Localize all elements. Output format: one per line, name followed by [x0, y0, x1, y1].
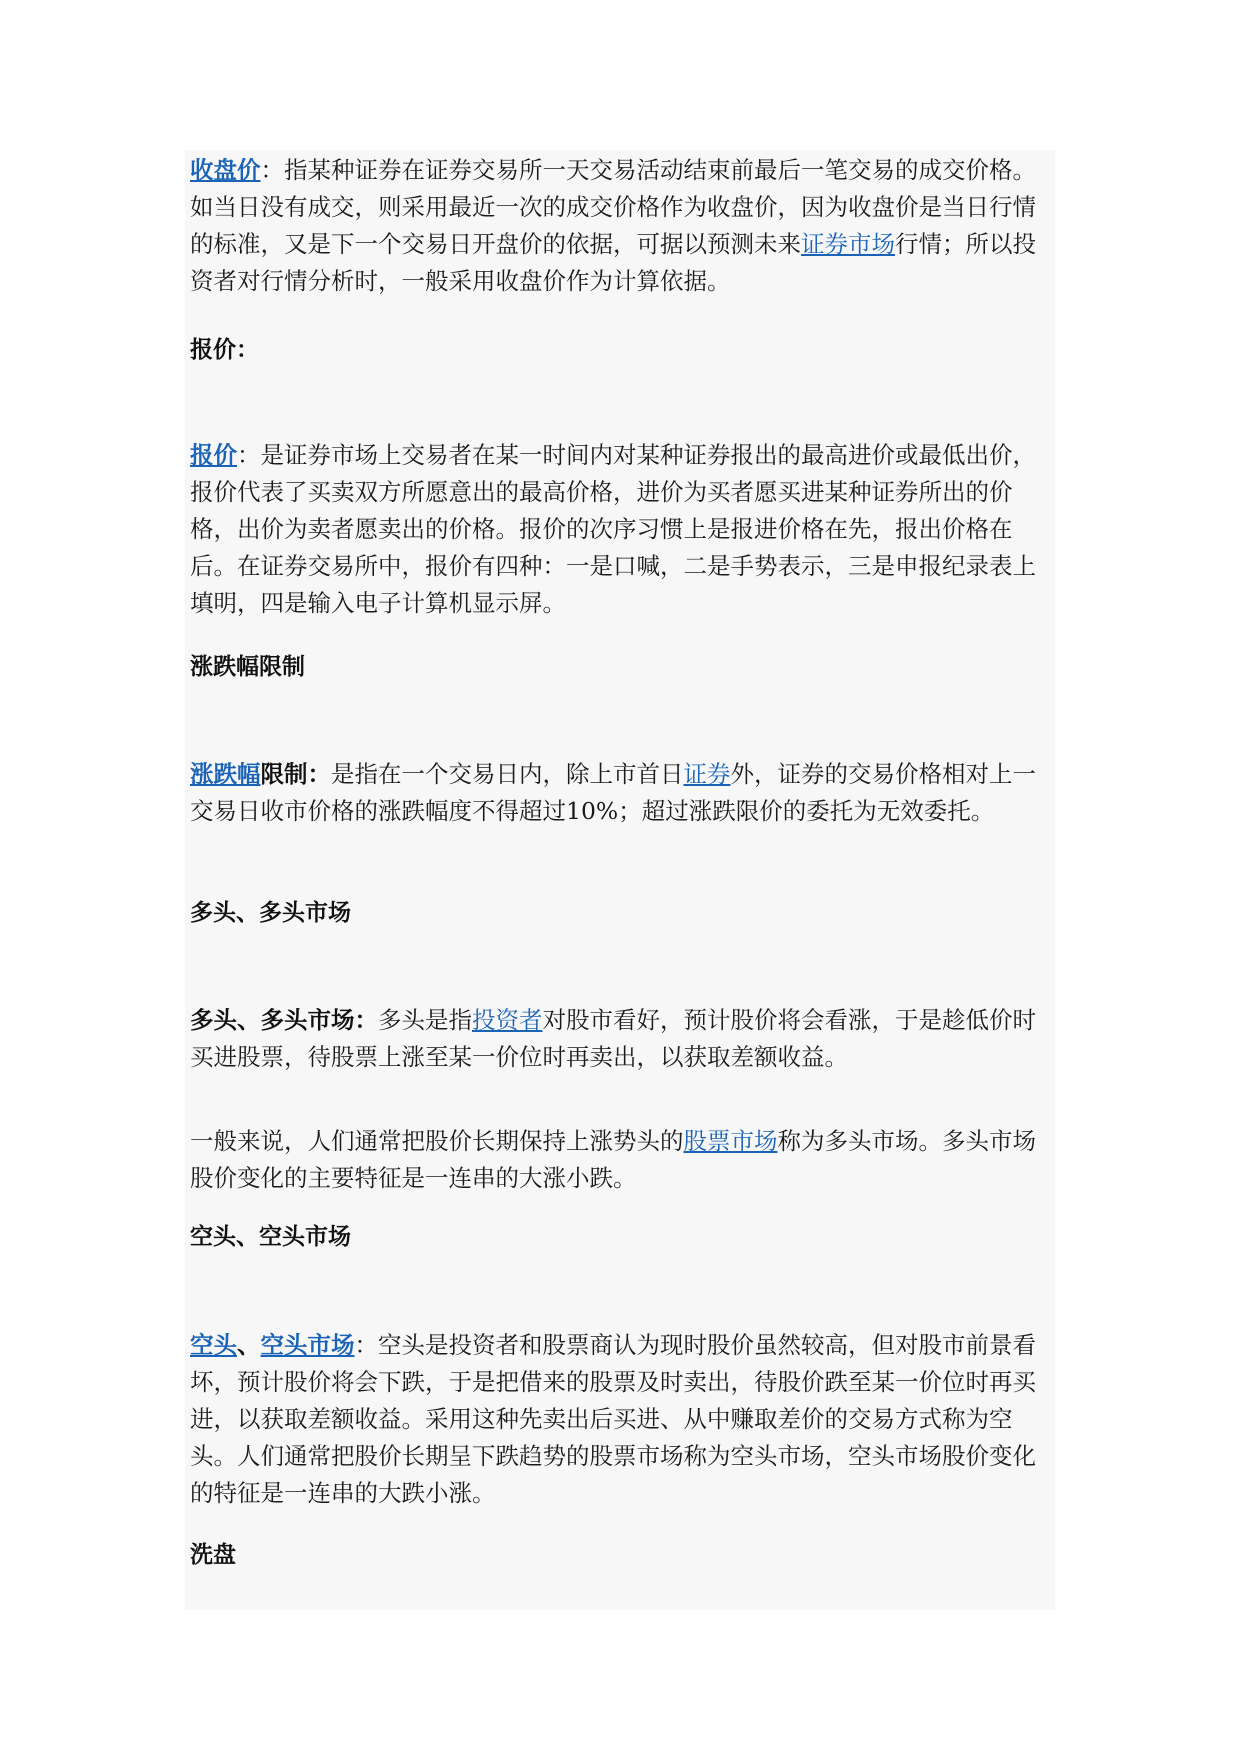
heading-wash-trade: 洗盘	[190, 1542, 236, 1568]
paragraph-bull-market: 一般来说，人们通常把股价长期保持上涨势头的股票市场称为多头市场。多头市场股价变化的主要特征是一连串的大涨小跌。	[190, 1127, 1036, 1192]
heading-quote: 报价：	[190, 337, 259, 363]
heading-price-limit: 涨跌幅限制	[190, 654, 305, 680]
link-securities[interactable]: 证券	[683, 760, 731, 788]
link-bear-market[interactable]: 空头市场	[260, 1331, 355, 1359]
link-price-limit[interactable]: 涨跌幅	[190, 760, 261, 788]
link-closing-price[interactable]: 收盘价	[190, 156, 261, 184]
link-quote[interactable]: 报价	[190, 441, 237, 469]
heading-bull: 多头、多头市场	[190, 900, 351, 926]
paragraph-quote: 报价：是证券市场上交易者在某一时间内对某种证券报出的最高进价或最低出价，报价代表了买卖双方所愿意出的最高价格，进价为买者愿买进某种证券所出的价格，出价为卖者愿卖出的价格。报价的次序习惯上是报进价格在先，报出价格在后。在证券交易所中，报价有四种：一是口喊，二是手势表示，三是申报纪录表上填明，四是输入电子计算机显示屏。	[190, 441, 1036, 617]
heading-bear: 空头、空头市场	[190, 1224, 351, 1250]
link-securities-market[interactable]: 证券市场	[801, 230, 895, 258]
paragraph-bull: 多头、多头市场：多头是指投资者对股市看好，预计股价将会看涨，于是趁低价时买进股票，待股票上涨至某一价位时再卖出，以获取差额收益。	[190, 1006, 1036, 1071]
link-stock-market[interactable]: 股票市场	[683, 1127, 778, 1155]
link-investor[interactable]: 投资者	[472, 1006, 543, 1034]
paragraph-price-limit: 涨跌幅限制：是指在一个交易日内，除上市首日证券外，证券的交易价格相对上一交易日收市价格的涨跌幅度不得超过10%；超过涨跌限价的委托为无效委托。	[190, 760, 1036, 825]
paragraph-bear: 空头、空头市场：空头是投资者和股票商认为现时股价虽然较高，但对股市前景看坏，预计股价将会下跌，于是把借来的股票及时卖出，待股价跌至某一价位时再买进，以获取差额收益。采用这种先卖出后买进、从中赚取差价的交易方式称为空头。人们通常把股价长期呈下跌趋势的股票市场称为空头市场，空头市场股价变化的特征是一连串的大跌小涨。	[190, 1331, 1036, 1507]
link-short[interactable]: 空头	[190, 1331, 237, 1359]
paragraph-closing-price: 收盘价：指某种证券在证券交易所一天交易活动结束前最后一笔交易的成交价格。如当日没有成交，则采用最近一次的成交价格作为收盘价，因为收盘价是当日行情的标准，又是下一个交易日开盘价的依据，可据以预测未来证券市场行情；所以投资者对行情分析时，一般采用收盘价作为计算依据。	[190, 156, 1036, 295]
